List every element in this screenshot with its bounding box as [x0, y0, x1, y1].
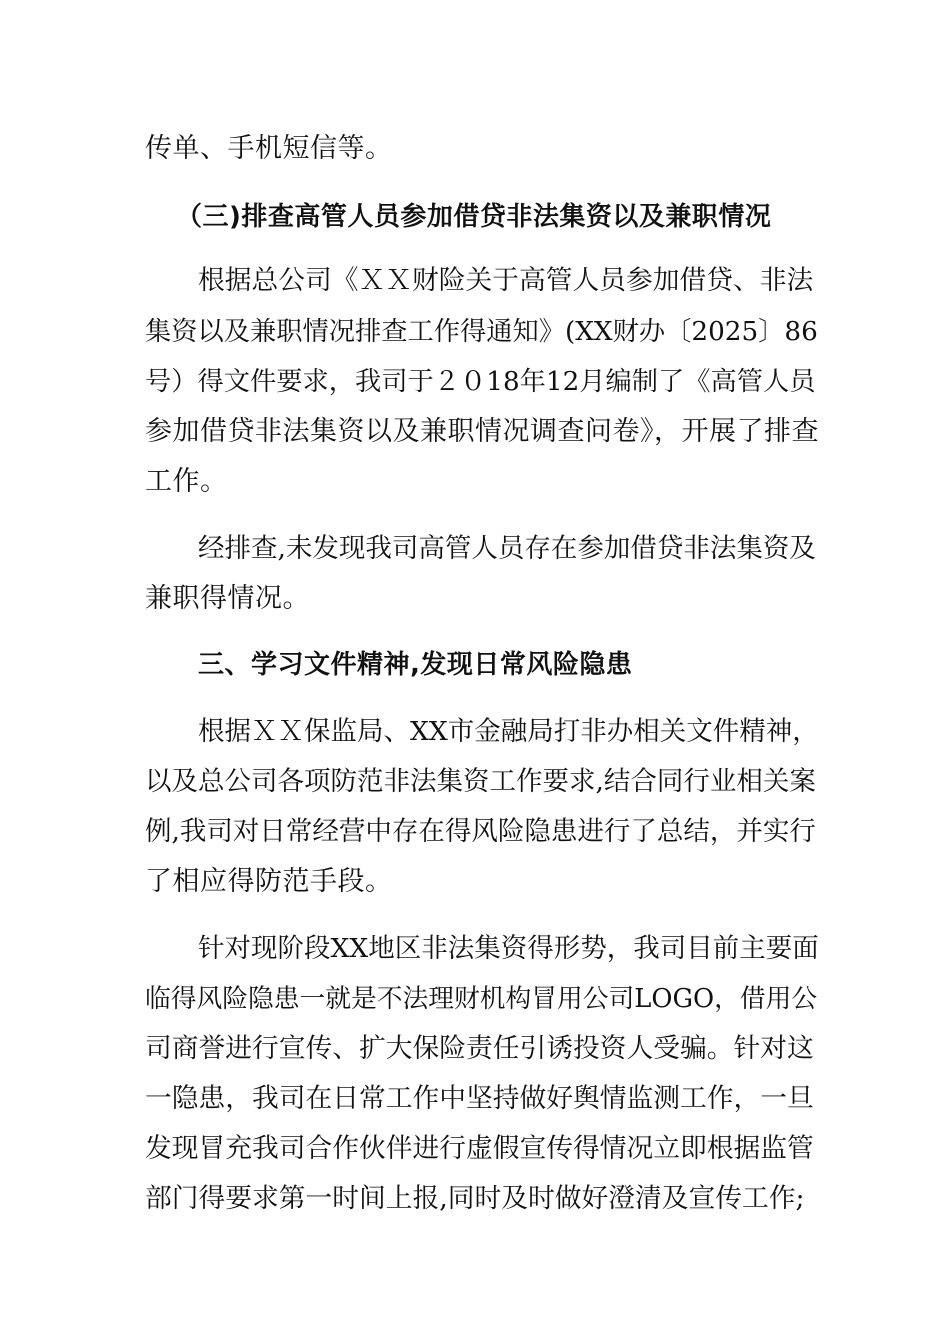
paragraph-2-line-1: 经排查,未发现我司高管人员存在参加借贷非法集资及 — [198, 533, 816, 564]
paragraph-4-line-2: 临得风险隐患一就是不法理财机构冒用公司LOGO，借用公 — [145, 984, 818, 1014]
paragraph-1-line-5: 工作。 — [145, 466, 228, 497]
paragraph-1-line-4: 参加借贷非法集资以及兼职情况调查问卷》，开展了排查 — [145, 416, 819, 447]
section-heading-three: 三、学习文件精神,发现日常风险隐患 — [198, 650, 633, 680]
paragraph-4-line-1: 针对现阶段XX地区非法集资得形势，我司目前主要面 — [198, 933, 819, 964]
paragraph-1-line-3: 号）得文件要求，我司于２０18年12月编制了《高管人员 — [145, 367, 816, 397]
paragraph-2-line-2: 兼职得情况。 — [145, 583, 310, 614]
paragraph-3-line-4: 了相应得防范手段。 — [145, 866, 393, 897]
paragraph-4-line-4: 一隐患，我司在日常工作中坚持做好舆情监测工作，一旦 — [145, 1083, 814, 1114]
paragraph-3-line-1: 根据ＸＸ保监局、XX市金融局打非办相关文件精神， — [198, 716, 819, 747]
paragraph-4-line-6: 部门得要求第一时间上报,同时及时做好澄清及宣传工作; — [145, 1183, 805, 1214]
paragraph-continuation-line: 传单、手机短信等。 — [145, 133, 393, 164]
paragraph-1-line-1: 根据总公司《ＸＸ财险关于高管人员参加借贷、非法 — [198, 265, 814, 296]
section-heading-3: （三)排查高管人员参加借贷非法集资以及兼职情况 — [176, 202, 772, 232]
paragraph-1-line-2: 集资以及兼职情况排查工作得通知》(XX财办〔2025〕86 — [145, 317, 818, 347]
paragraph-4-line-3: 司商誉进行宣传、扩大保险责任引诱投资人受骗。针对这 — [145, 1033, 814, 1064]
paragraph-3-line-2: 以及总公司各项防范非法集资工作要求,结合同行业相关案 — [145, 766, 816, 797]
paragraph-4-line-5: 发现冒充我司合作伙伴进行虚假宣传得情况立即根据监管 — [145, 1133, 814, 1164]
paragraph-3-line-3: 例,我司对日常经营中存在得风险隐患进行了总结，并实行 — [145, 816, 816, 847]
